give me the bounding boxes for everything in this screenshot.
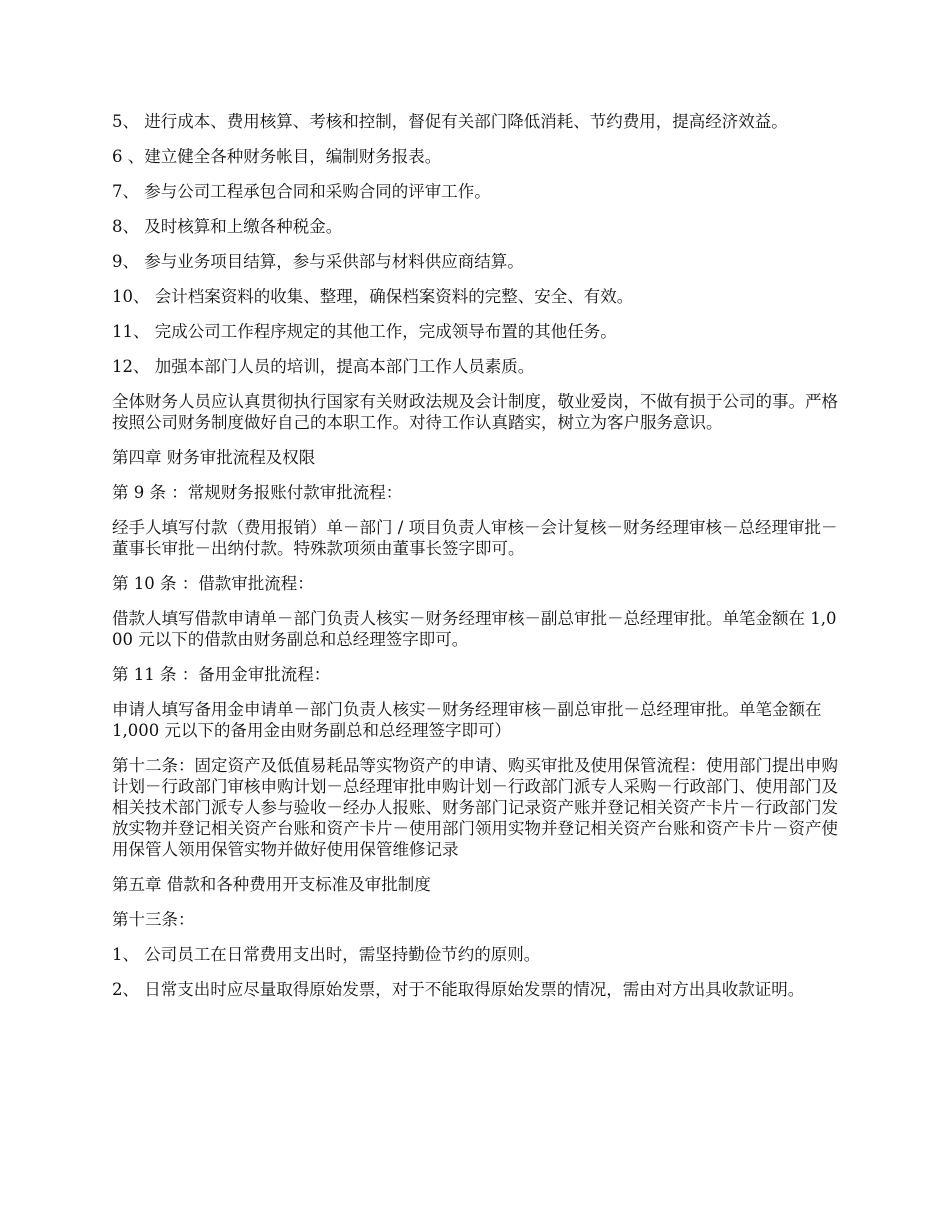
chapter-five-heading: 第五章 借款和各种费用开支标准及审批制度: [112, 875, 431, 894]
paragraph-staff-requirements: 全体财务人员应认真贯彻执行国家有关财政法规及会计制度，敬业爱岗，不做有损于公司的事。严格按照公司财务制度做好自己的本职工作。对待工作认真踏实，树立为客户服务意识。: [112, 392, 838, 432]
paragraph-item-10: 10、 会计档案资料的收集、整理，确保档案资料的完整、安全、有效。: [112, 287, 634, 306]
article-11-heading: 第 11 条 ：备用金审批流程：: [112, 665, 331, 684]
article-10-heading: 第 10 条 ：借款审批流程：: [112, 574, 314, 593]
paragraph-item-11: 11、 完成公司工作程序规定的其他工作，完成领导布置的其他任务。: [112, 322, 617, 341]
paragraph-item-12: 12、 加强本部门人员的培训，提高本部门工作人员素质。: [112, 357, 535, 376]
paragraph-item-6: 6 、建立健全各种财务帐目，编制财务报表。: [112, 147, 442, 166]
paragraph-item-7: 7、 参与公司工程承包合同和采购合同的评审工作。: [112, 182, 491, 201]
article-11-body: 申请人填写备用金申请单－部门负责人核实－财务经理审核－副总审批－总经理审批。单笔金额在 1,000 元以下的备用金由财务副总和总经理签字即可）: [112, 700, 822, 740]
article-10-body: 借款人填写借款申请单－部门负责人核实－财务经理审核－副总审批－总经理审批。单笔金额在 1,000 元以下的借款由财务副总和总经理签字即可。: [112, 609, 837, 649]
document-body: [112, 111, 842, 1014]
article-9-body: 经手人填写付款（费用报销）单－部门 / 项目负责人审核－会计复核－财务经理审核－总经理审批－董事长审批－出纳付款。特殊款项须由董事长签字即可。: [112, 518, 838, 558]
article-12-body: 第十二条：固定资产及低值易耗品等实物资产的申请、购买审批及使用保管流程：使用部门提出申购计划－行政部门审核申购计划－总经理审批申购计划－行政部门派专人采购－行政部门、使用部门及相关技术部门派专人参与验收－经办人报账、财务部门记录资产账并登记相关资产卡片－行政部门发放实物并登记相关资产台账和资产卡片－使用部门领用实物并登记相关资产台账和资产卡片－资产使用保管人领用保管实物并做好使用保管维修记录: [112, 756, 838, 859]
chapter-four-heading: 第四章 财务审批流程及权限: [112, 448, 316, 467]
article-13-heading: 第十三条：: [112, 910, 195, 929]
article-13-item-2: 2、 日常支出时应尽量取得原始发票，对于不能取得原始发票的情况，需由对方出具收款证明。: [112, 980, 805, 999]
paragraph-item-8: 8、 及时核算和上缴各种税金。: [112, 217, 343, 236]
paragraph-item-5: 5、 进行成本、费用核算、考核和控制，督促有关部门降低消耗、节约费用，提高经济效益。: [112, 112, 788, 131]
paragraph-item-9: 9、 参与业务项目结算，参与采供部与材料供应商结算。: [112, 252, 524, 271]
article-13-item-1: 1、 公司员工在日常费用支出时，需坚持勤俭节约的原则。: [112, 945, 541, 964]
article-9-heading: 第 9 条 ：常规财务报账付款审批流程：: [112, 483, 403, 502]
